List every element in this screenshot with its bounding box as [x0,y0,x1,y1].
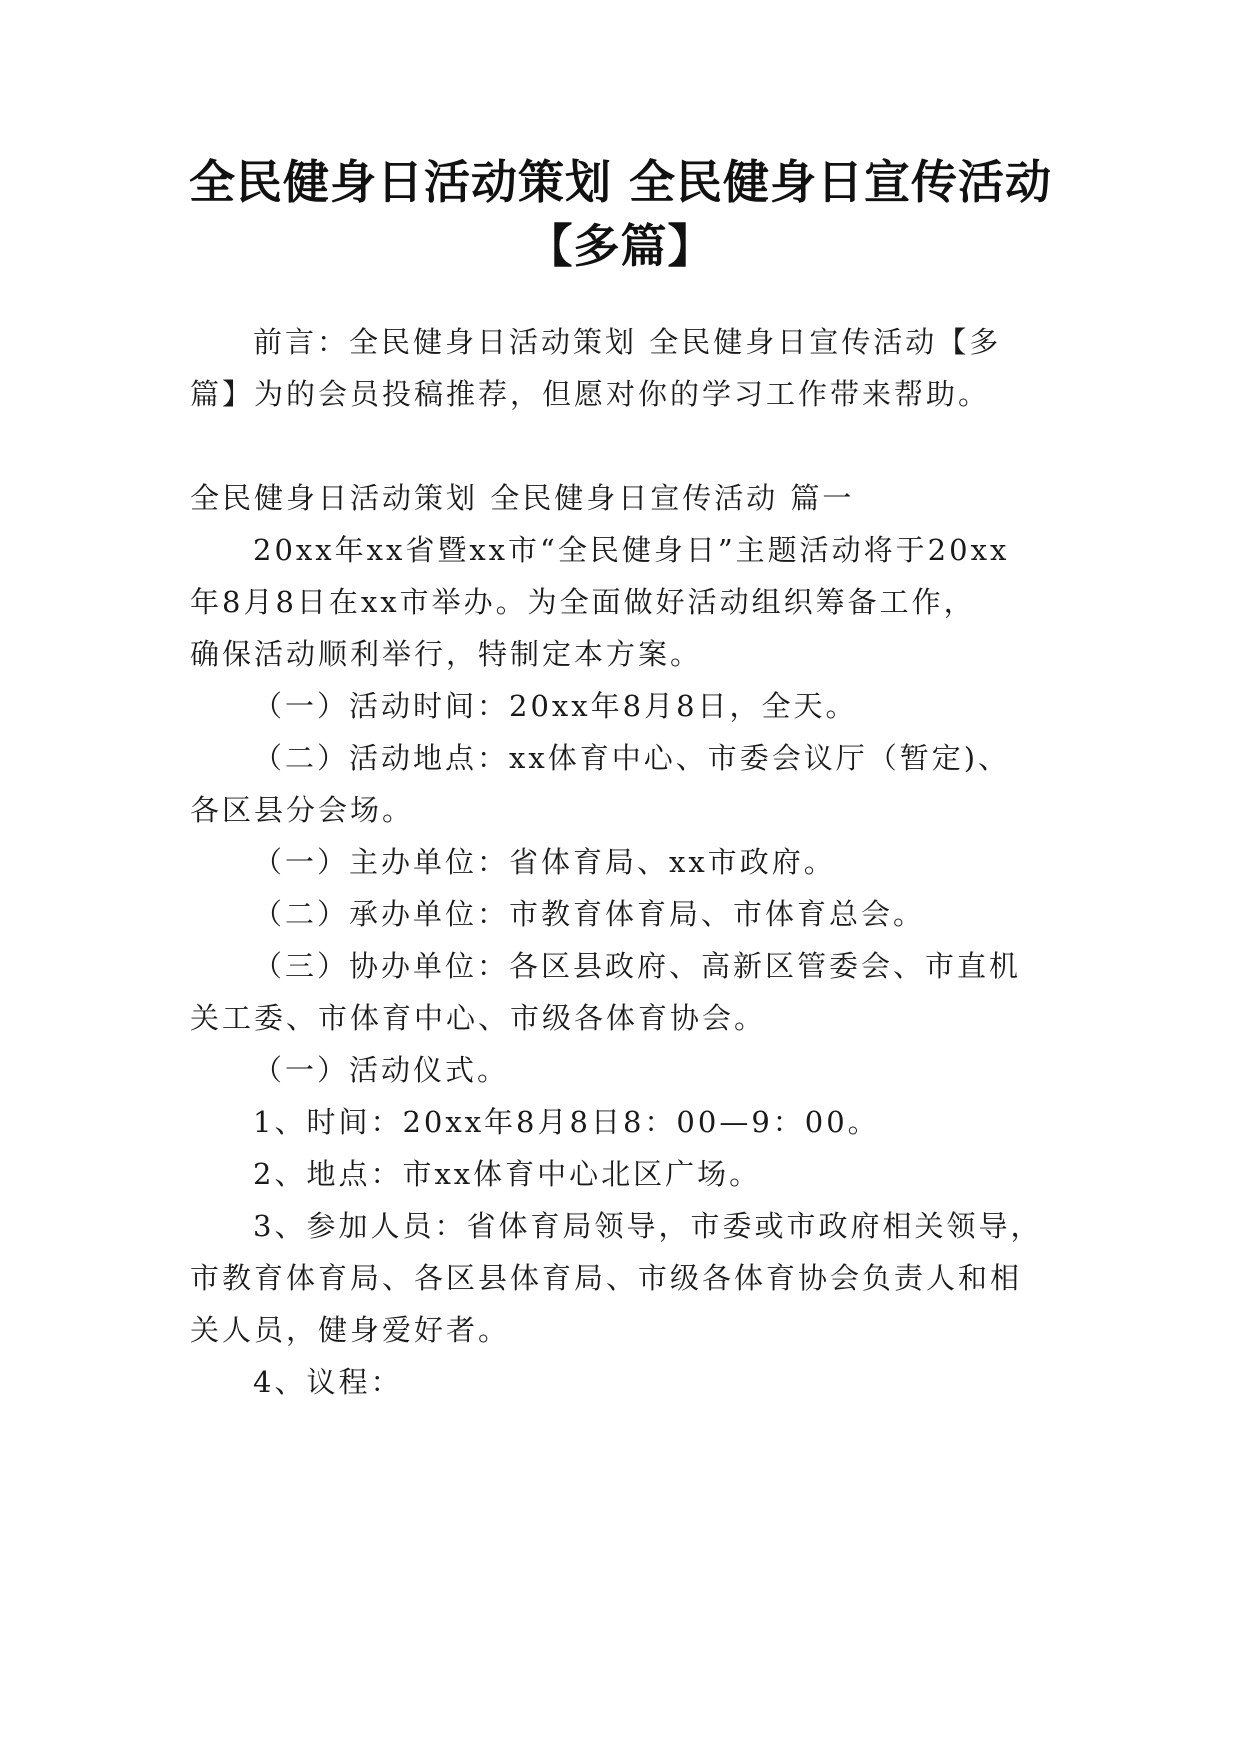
preface-line: 篇】为的会员投稿推荐，但愿对你的学习工作带来帮助。 [190,377,991,411]
paragraph-line: 2、地点：市xx体育中心北区广场。 [253,1157,762,1191]
preface-line: 前言：全民健身日活动策划 全民健身日宣传活动【多 [253,325,1002,359]
section-heading: 全民健身日活动策划 全民健身日宣传活动 篇一 [190,481,855,515]
paragraph-line: 年8月8日在xx市举办。为全面做好活动组织筹备工作， [190,585,976,619]
document-title-line-1: 全民健身日活动策划 全民健身日宣传活动 [188,155,1052,209]
document-title-line-2: 【多篇】 [526,219,715,273]
paragraph-line: （二）承办单位：市教育体育局、市体育总会。 [253,897,926,931]
paragraph-line: 1、时间：20xx年8月8日8：00—9：00。 [253,1105,880,1139]
paragraph-line: 关人员，健身爱好者。 [190,1313,511,1347]
paragraph-line: 4、议程： [253,1365,403,1399]
paragraph-line: 市教育体育局、各区县体育局、市级各体育协会负责人和相 [190,1261,1023,1295]
paragraph-line: （一）主办单位：省体育局、xx市政府。 [253,845,836,879]
paragraph-line: （二）活动地点：xx体育中心、市委会议厅（暂定)、 [253,741,1011,775]
paragraph-line: （三）协办单位：各区县政府、高新区管委会、市直机 [253,949,1022,983]
paragraph-line: 确保活动顺利举行，特制定本方案。 [190,637,703,671]
paragraph-line: （一）活动仪式。 [253,1053,510,1087]
paragraph-line: 20xx年xx省暨xx市“全民健身日”主题活动将于20xx [253,533,1010,567]
paragraph-line: 3、参加人员：省体育局领导，市委或市政府相关领导， [253,1209,1043,1243]
paragraph-line: （一）活动时间：20xx年8月8日，全天。 [253,689,858,723]
paragraph-line: 各区县分会场。 [190,793,415,827]
paragraph-line: 关工委、市体育中心、市级各体育协会。 [190,1001,767,1035]
